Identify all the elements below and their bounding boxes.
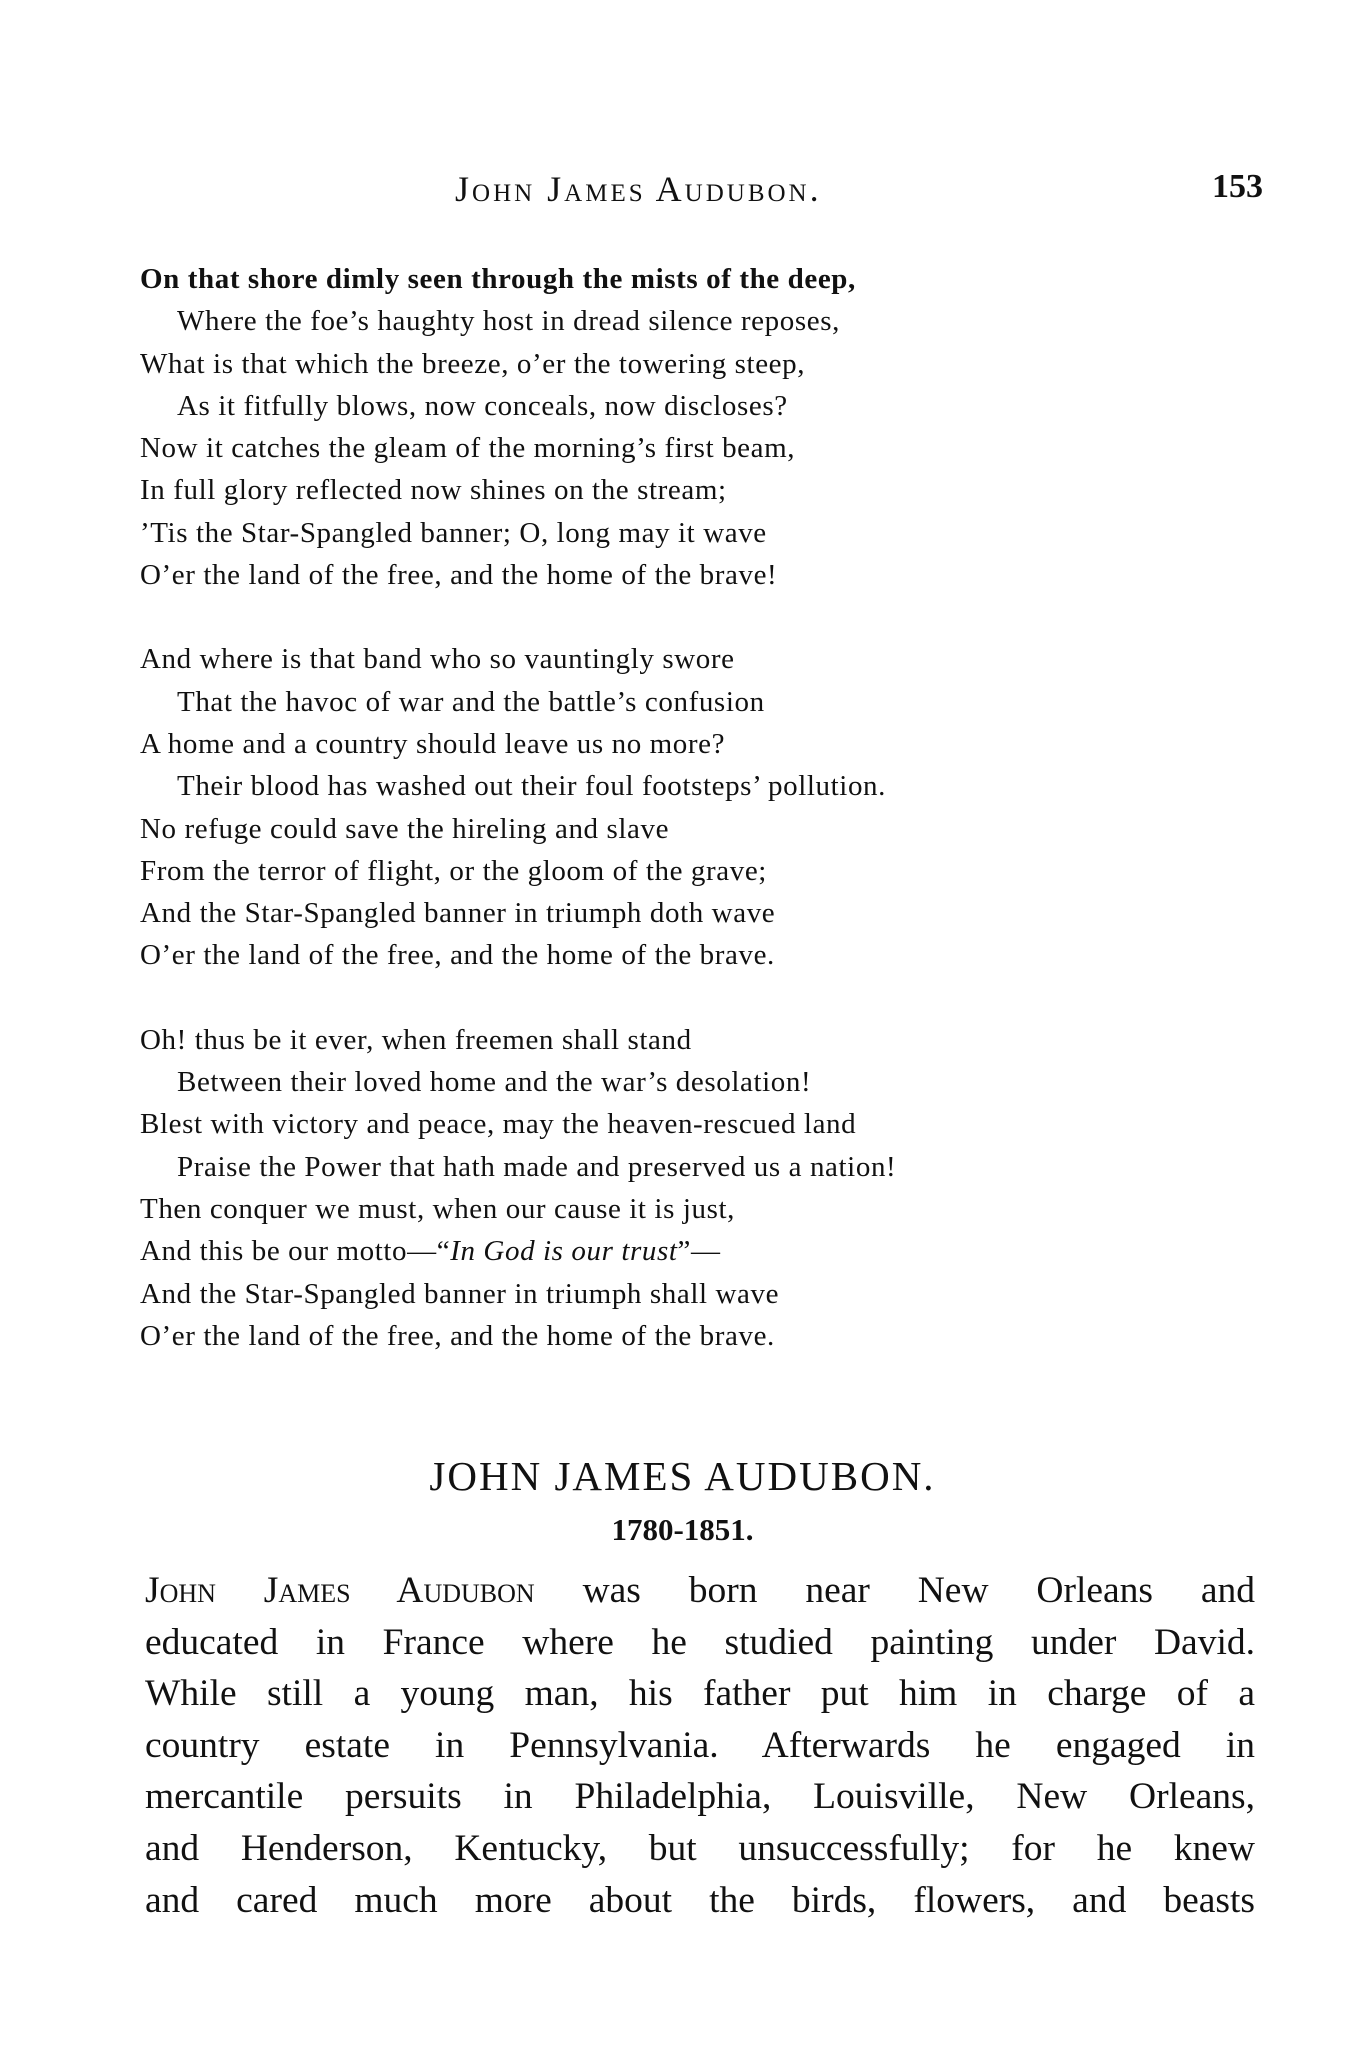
biography-paragraph [145,1565,1255,1926]
prose-line: educated in France where he studied painting under David. [145,1621,1255,1663]
prose-line: country estate in Pennsylvania. Afterwards he engaged in [145,1724,1255,1766]
section-dates: 1780-1851. [611,1512,754,1547]
page-number: 153 [1212,168,1263,205]
poem-line: A home and a country should leave us no more? [140,727,726,760]
poem-line: Now it catches the gleam of the morning’s first beam, [140,432,796,465]
subject-name: John James Audubon [145,1570,535,1611]
poem-line: And where is that band who so vauntingly swore [140,643,735,676]
prose-line: While still a young man, his father put him in charge of a [145,1673,1255,1715]
poem-line: And the Star-Spangled banner in triumph doth wave [140,897,776,930]
poem-line: Where the foe’s haughty host in dread silence reposes, [177,305,840,338]
poem-line: No refuge could save the hireling and slave [140,812,670,845]
motto-italic: In God is our trust [450,1235,678,1268]
running-head [0,168,1365,218]
prose-line-text: was born near New Orleans and [582,1570,1255,1611]
poem-line: In full glory reflected now shines on the stream; [140,474,727,507]
poem-line: O’er the land of the free, and the home of the brave! [140,559,778,592]
running-title: John James Audubon. [455,169,822,209]
poem-line: Blest with victory and peace, may the heaven-rescued land [140,1108,857,1141]
prose-line [145,1565,1255,1617]
stanza [140,258,1260,596]
poem-line: What is that which the breeze, o’er the towering steep, [140,347,806,380]
motto-prefix: And this be our motto—“ [140,1235,451,1268]
prose-line: mercantile persuits in Philadelphia, Louisville, New Orleans, [145,1776,1255,1818]
poem-line: O’er the land of the free, and the home of the brave. [140,1319,775,1352]
poem-line: And the Star-Spangled banner in triumph shall wave [140,1277,780,1310]
poem-line: From the terror of flight, or the gloom of the grave; [140,854,767,887]
poem-line: As it fitfully blows, now conceals, now discloses? [177,389,788,422]
motto-suffix: ”— [677,1235,721,1268]
stanza [140,638,1260,976]
poem-line: ’Tis the Star-Spangled banner; O, long may it wave [140,516,767,549]
stanza [140,1019,1260,1357]
prose-line: and Henderson, Kentucky, but unsuccessfully; for he knew [145,1827,1255,1869]
poem-line: O’er the land of the free, and the home of the brave. [140,939,775,972]
poem-line: Then conquer we must, when our cause it is just, [140,1192,735,1225]
poem-line: Between their loved home and the war’s desolation! [177,1066,812,1099]
poem-line: Oh! thus be it ever, when freemen shall stand [140,1023,692,1056]
poem-line: That the havoc of war and the battle’s confusion [177,685,765,718]
poem-line-motto [140,1230,1260,1272]
poem [140,258,1260,1399]
prose-line: and cared much more about the birds, flowers, and beasts [145,1879,1255,1921]
poem-line: On that shore dimly seen through the mists of the deep, [140,263,856,295]
poem-line: Praise the Power that hath made and preserved us a nation! [177,1150,897,1183]
poem-line: Their blood has washed out their foul footsteps’ pollution. [177,770,886,803]
section-title: JOHN JAMES AUDUBON. [429,1453,936,1499]
